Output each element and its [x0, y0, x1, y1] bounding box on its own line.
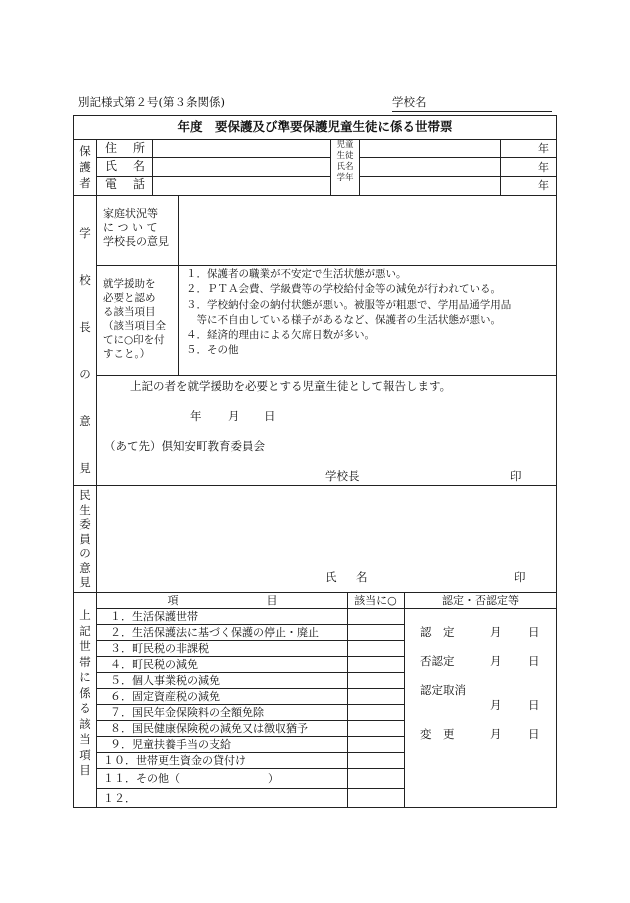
- status-day: 日: [528, 698, 540, 712]
- form-title: 年度 要保護及び準要保護児童生徒に係る世帯票: [177, 119, 453, 134]
- support-label: 就学援助を 必要と認め る該当項目 （該当項目全 てに○印を付 すこと。）: [103, 278, 166, 360]
- school-name-line[interactable]: [392, 111, 552, 112]
- table-row: ４．町民税の減免: [110, 658, 198, 671]
- family-label: 家庭状況等 に つ い て 学校長の意見: [103, 207, 169, 248]
- table-row: ９．児童扶養手当の支給: [110, 738, 231, 751]
- welfare-seal: 印: [514, 570, 526, 584]
- name-field[interactable]: [153, 158, 329, 175]
- name-label: 氏 名: [105, 159, 148, 173]
- status-change: 変 更: [420, 727, 455, 741]
- table-row: ８．国民健康保険税の減免又は徴収猶予: [110, 722, 308, 735]
- student-label: 児童 生徒 氏名 学年: [336, 140, 354, 183]
- date-month: 月: [228, 409, 240, 423]
- school-side-label: 学 校 長 の 意 見: [79, 226, 91, 475]
- phone-field[interactable]: [153, 177, 329, 194]
- student-name-3[interactable]: [360, 177, 499, 194]
- report-text: 上記の者を就学援助を必要とする児童生徒として報告します。: [130, 379, 452, 393]
- table-row: １．生活保護世帯: [110, 610, 198, 623]
- date-year: 年: [190, 409, 202, 423]
- applicable-check-column[interactable]: [348, 609, 404, 807]
- table-row: １１．その他（ ）: [103, 772, 279, 785]
- support-item[interactable]: １．保護者の職業が不安定で生活状態が悪い。: [186, 268, 407, 280]
- col-check-header: 該当に○: [354, 594, 397, 607]
- support-items-list: [186, 267, 511, 359]
- table-row: １０．世帯更生資金の貸付け: [103, 754, 246, 767]
- principal-seal: 印: [510, 469, 522, 483]
- applicable-side-label: 上 記 世 帯 に 係 る 該 当 項 目: [79, 608, 91, 777]
- status-approve: 認 定: [420, 625, 455, 639]
- principal-label: 学校長: [325, 469, 360, 483]
- support-item[interactable]: ３．学校納付金の納付状態が悪い。被服等が粗悪で、学用品通学用品: [186, 298, 512, 311]
- welfare-name-label: 氏 名: [325, 570, 372, 584]
- date-day: 日: [264, 409, 276, 423]
- status-cancel: 認定取消: [420, 683, 466, 697]
- phone-label: 電 話: [105, 177, 148, 191]
- student-name-1[interactable]: [360, 140, 499, 156]
- status-month: 月: [490, 654, 502, 668]
- support-item: 等に不自由している様子があるなど、保護者の生活状態が悪い。: [186, 313, 501, 326]
- col-item-header: 項 目: [167, 594, 278, 607]
- table-row: ６．固定資産税の減免: [110, 690, 220, 703]
- status-day: 日: [528, 727, 540, 741]
- form-number: 別記様式第２号(第３条関係): [78, 95, 225, 109]
- support-item[interactable]: ２．ＰＴＡ会費、学級費等の学校給付金等の減免が行われている。: [186, 283, 501, 296]
- support-item[interactable]: ４．経済的理由による欠席日数が多い。: [186, 329, 375, 342]
- table-row: ２．生活保護法に基づく保護の停止・廃止: [110, 626, 319, 639]
- support-item[interactable]: ５．その他: [186, 344, 239, 357]
- status-month: 月: [490, 698, 502, 712]
- table-row: ７．国民年金保険料の全額免除: [110, 706, 264, 719]
- table-row: １２．: [103, 792, 136, 805]
- col-status-header: 認定・否認定等: [442, 594, 519, 607]
- grade-suffix-1: 年: [538, 142, 549, 155]
- status-day: 日: [528, 625, 540, 639]
- status-deny: 否認定: [420, 654, 455, 668]
- address-field[interactable]: [153, 140, 329, 156]
- family-opinion-field[interactable]: [180, 197, 555, 264]
- address-label: 住 所: [105, 141, 148, 155]
- welfare-side-label: 民 生 委 員 の 意 見: [79, 488, 91, 589]
- table-row: ５．個人事業税の減免: [110, 674, 220, 687]
- school-name-label: 学校名: [392, 95, 427, 109]
- status-day: 日: [528, 654, 540, 668]
- status-month: 月: [490, 727, 502, 741]
- status-month: 月: [490, 625, 502, 639]
- student-name-2[interactable]: [360, 158, 499, 175]
- addressee: （あて先）倶知安町教育委員会: [104, 439, 265, 453]
- grade-suffix-3: 年: [538, 179, 549, 192]
- grade-suffix-2: 年: [538, 161, 549, 174]
- guardian-side-label: 保 護 者: [79, 144, 91, 190]
- welfare-opinion-field[interactable]: [98, 487, 555, 567]
- table-row: ３．町民税の非課税: [110, 642, 209, 655]
